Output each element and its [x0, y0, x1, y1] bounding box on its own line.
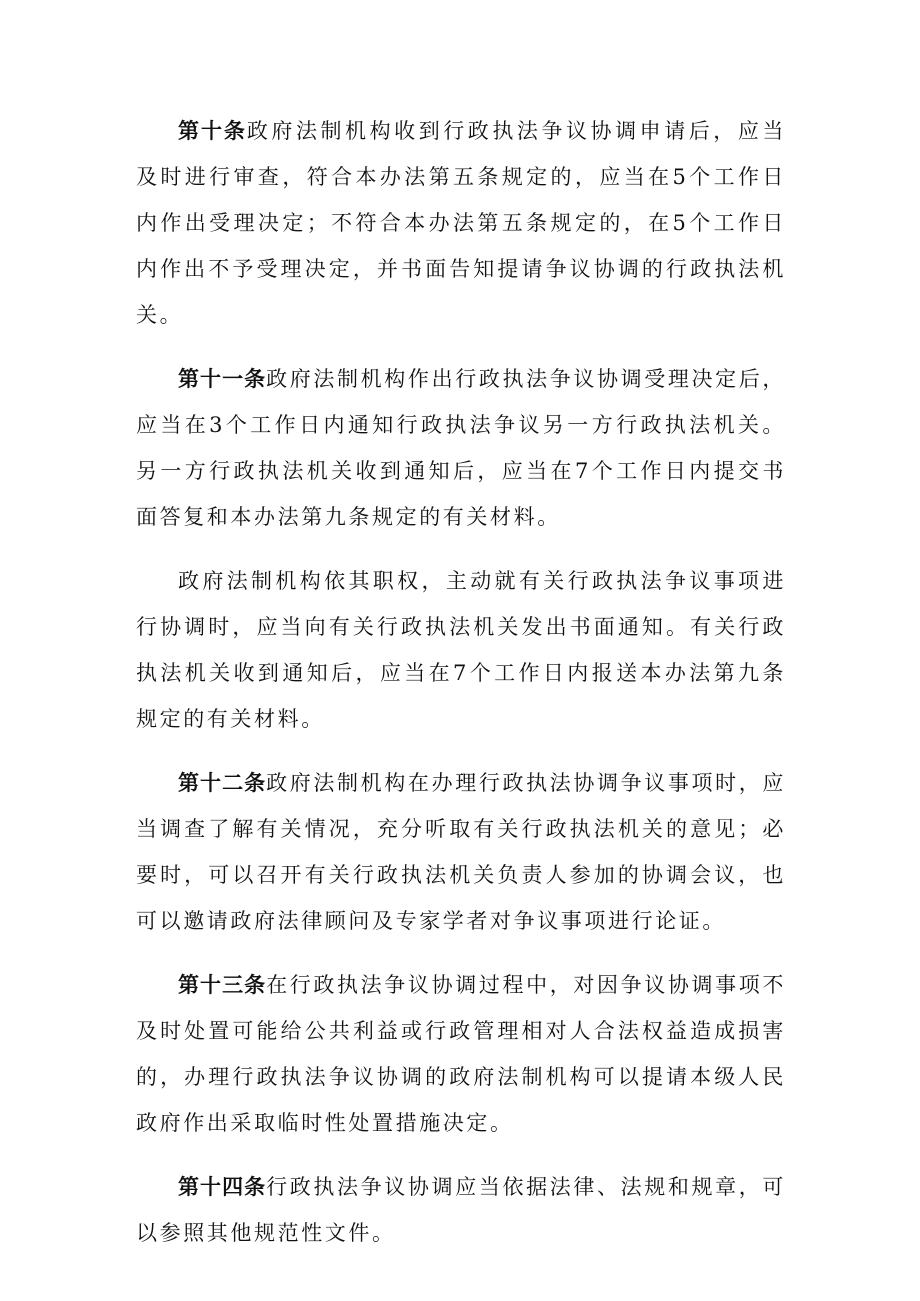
paragraph-text: 在行政执法争议协调过程中，对因争议协调事项不及时处置可能给公共利益或行政管理相对人合法权益造成损害的，办理行政执法争议协调的政府法制机构可以提请本级人民政府作出采取临时性处置措施决定。	[136, 973, 787, 1135]
paragraph-text: 政府法制机构依其职权，主动就有关行政执法争议事项进行协调时，应当向有关行政执法机关发出书面通知。有关行政执法机关收到通知后，应当在7个工作日内报送本办法第九条规定的有关材料。	[136, 569, 786, 731]
paragraph-article-11	[136, 356, 786, 540]
paragraph-text: 政府法制机构作出行政执法争议协调受理决定后，应当在3个工作日内通知行政执法争议另一方行政执法机关。另一方行政执法机关收到通知后，应当在7个工作日内提交书面答复和本办法第九条规定的有关材料。	[136, 367, 787, 529]
paragraph-text: 政府法制机构收到行政执法争议协调申请后，应当及时进行审查，符合本办法第五条规定的，应当在5个工作日内作出受理决定；不符合本办法第五条规定的，在5个工作日内作出不予受理决定，并书面告知提请争议协调的行政执法机关。	[136, 119, 787, 327]
article-number: 第十三条	[178, 973, 267, 997]
paragraph-article-12	[136, 760, 786, 944]
paragraph-article-13	[136, 962, 786, 1146]
article-number: 第十二条	[178, 771, 267, 795]
article-number: 第十条	[178, 119, 247, 143]
paragraph-article-10	[136, 108, 786, 338]
paragraph-article-11-continued	[136, 558, 786, 742]
paragraph-text: 行政执法争议协调应当依据法律、法规和规章，可以参照其他规范性文件。	[136, 1175, 787, 1245]
article-number: 第十一条	[178, 367, 267, 391]
paragraph-article-14	[136, 1164, 786, 1256]
article-number: 第十四条	[178, 1175, 267, 1199]
paragraph-text: 政府法制机构在办理行政执法协调争议事项时，应当调查了解有关情况，充分听取有关行政执法机关的意见；必要时，可以召开有关行政执法机关负责人参加的协调会议，也可以邀请政府法律顾问及专家学者对争议事项进行论证。	[136, 771, 787, 933]
